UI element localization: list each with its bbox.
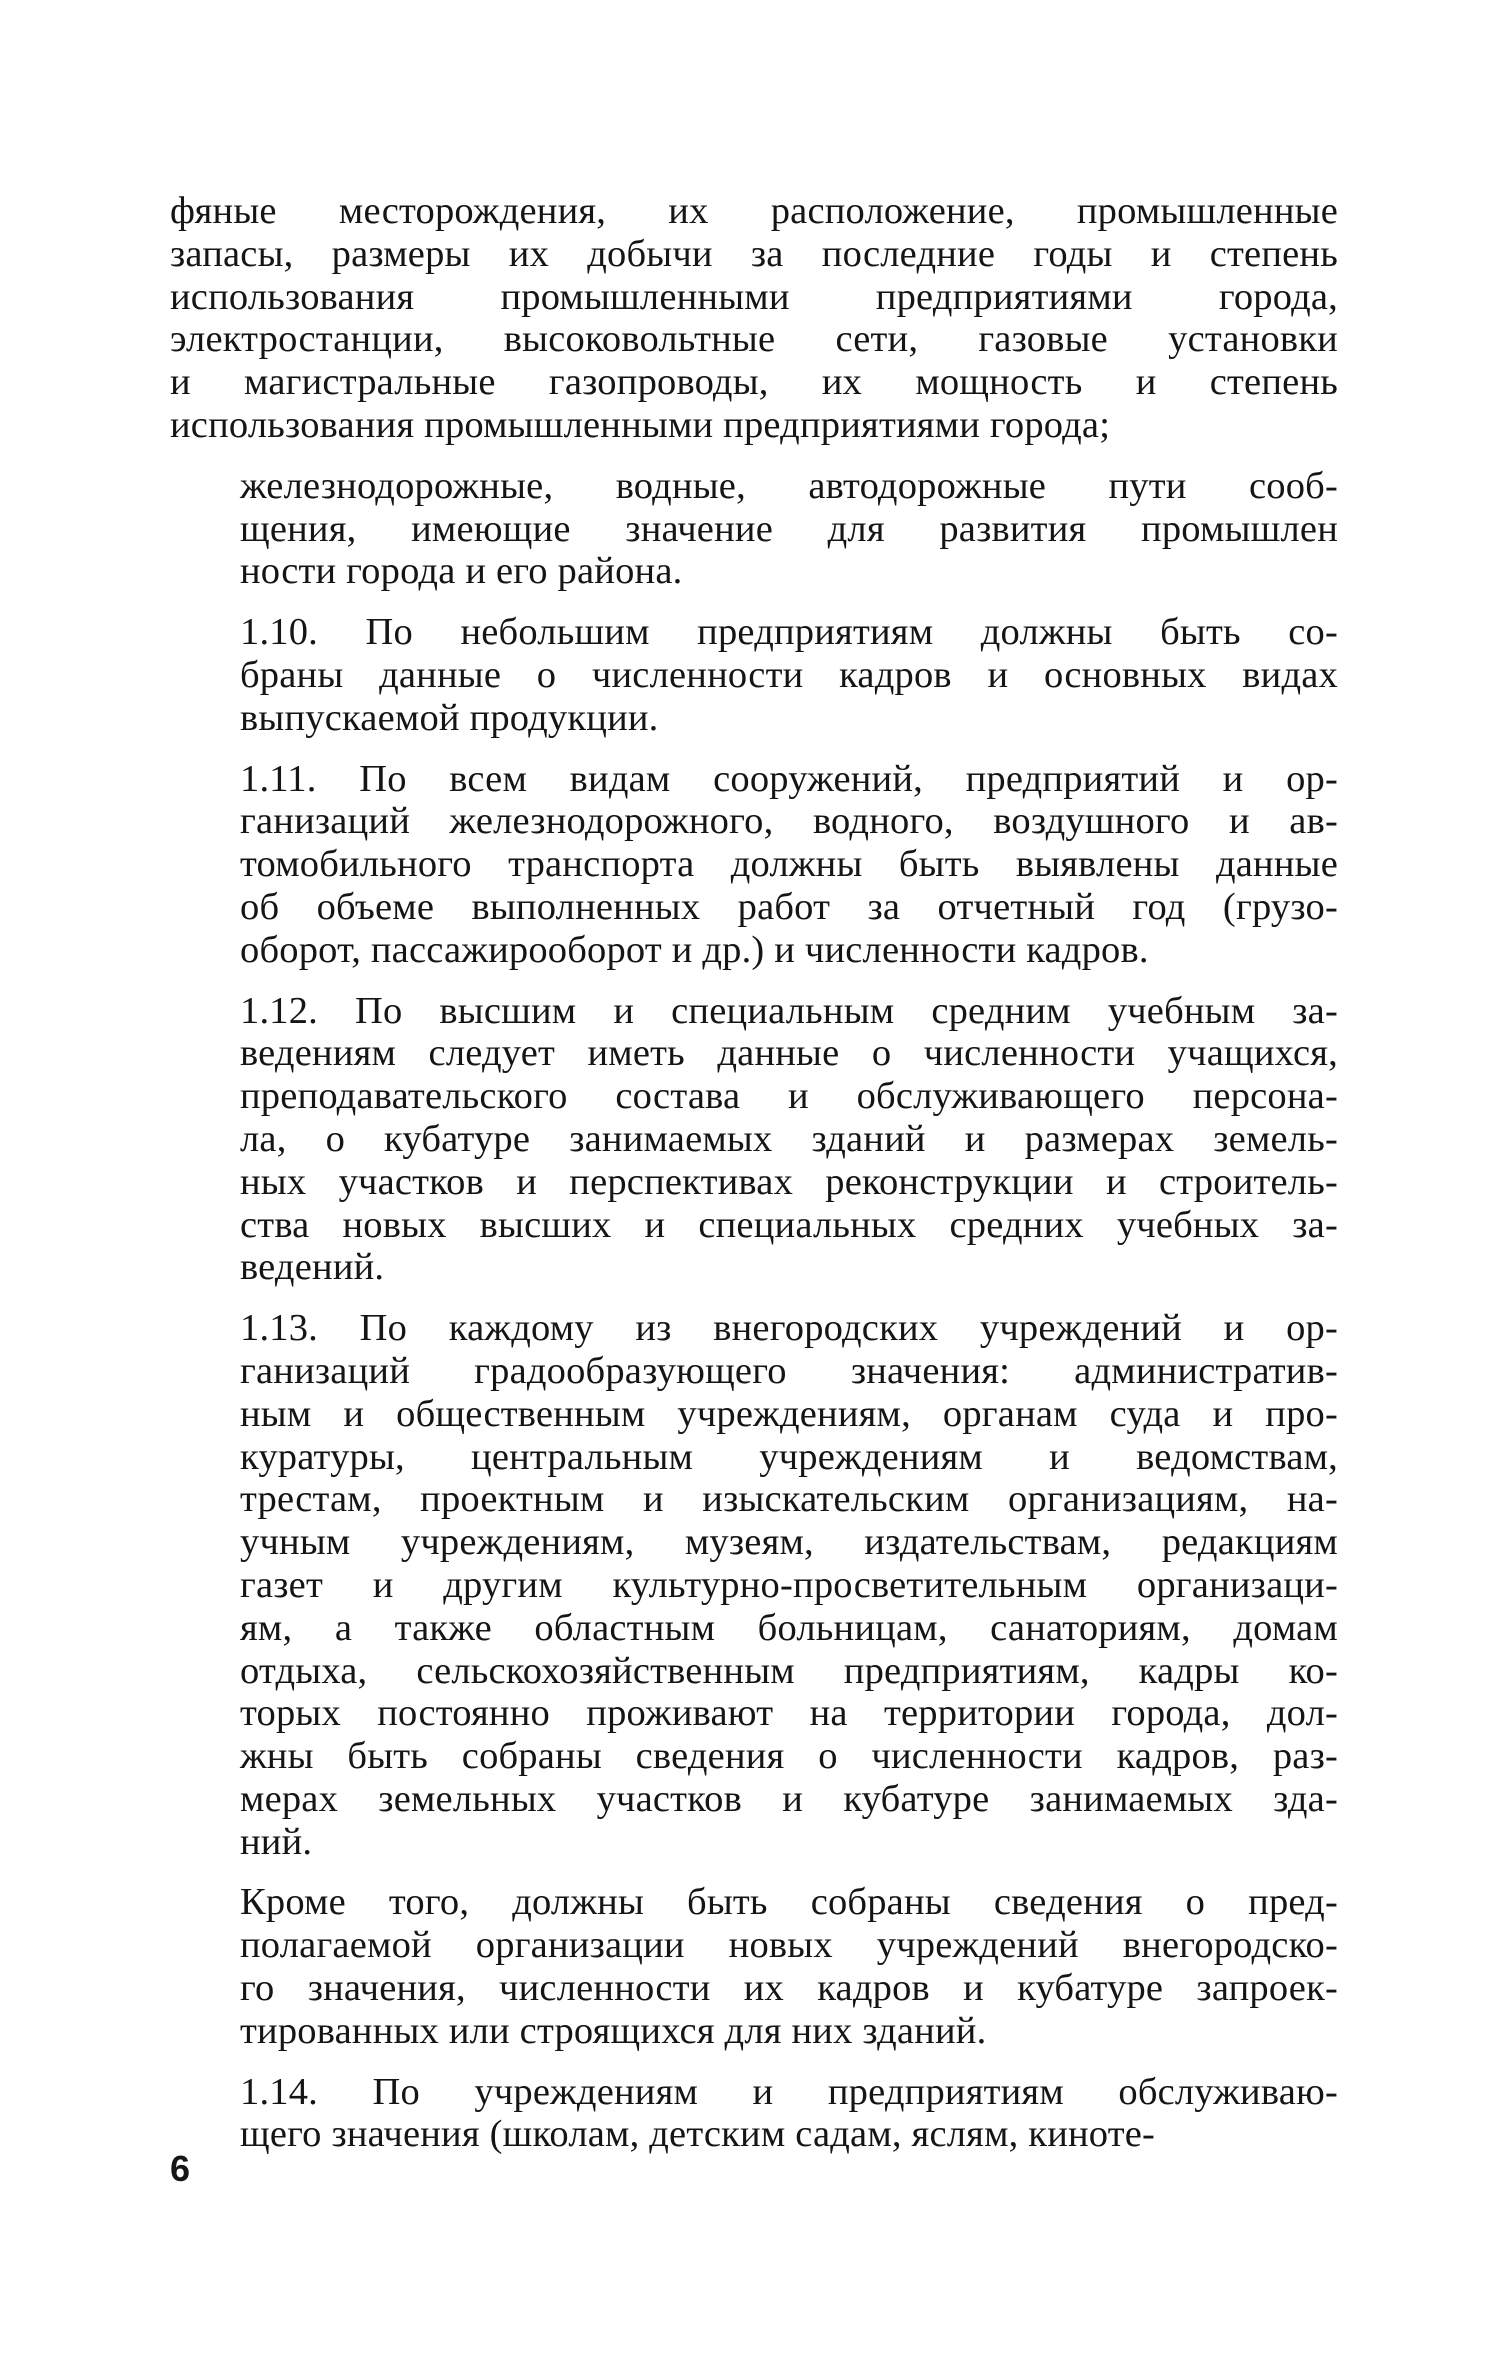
- page-number: 6: [170, 2148, 191, 2189]
- text-line: учным учреждениям, музеям, издательствам, редакциям: [240, 1521, 1338, 1564]
- paragraph: [170, 190, 1338, 447]
- text-line: ведений.: [240, 1246, 385, 1289]
- text-line: щего значения (школам, детским садам, яслям, киноте-: [240, 2113, 1156, 2156]
- text-line: 1.10. По небольшим предприятиям должны быть со-: [240, 611, 1338, 654]
- paragraph: [170, 1881, 1338, 2052]
- text-line: ганизаций градообразующего значения: административ-: [240, 1349, 1338, 1392]
- text-line: железнодорожные, водные, автодорожные пути сооб-: [240, 464, 1338, 507]
- text-line: использования промышленными предприятиями города,: [170, 275, 1338, 318]
- text-line: ганизаций железнодорожного, водного, воздушного и ав-: [240, 800, 1338, 843]
- text-line: браны данные о численности кадров и основных видах: [240, 653, 1338, 696]
- text-line: ных участков и перспективах реконструкции и строитель-: [240, 1160, 1338, 1203]
- paragraph: [170, 758, 1338, 972]
- text-line: ла, о кубатуре занимаемых зданий и размерах земель-: [240, 1117, 1338, 1160]
- text-line: куратуры, центральным учреждениям и ведомствам,: [240, 1435, 1338, 1478]
- text-line: 1.11. По всем видам сооружений, предприятий и ор-: [240, 757, 1338, 800]
- text-line: торых постоянно проживают на территории города, дол-: [240, 1692, 1338, 1735]
- paragraph: [170, 990, 1338, 1290]
- text-line: мерах земельных участков и кубатуре занимаемых зда-: [240, 1777, 1338, 1820]
- text-line: ности города и его района.: [240, 550, 683, 593]
- text-line: об объеме выполненных работ за отчетный год (грузо-: [240, 885, 1338, 928]
- paragraph: [170, 465, 1338, 593]
- text-line: го значения, численности их кадров и кубатуре запроек-: [240, 1967, 1338, 2010]
- text-line: ний.: [240, 1820, 313, 1863]
- text-line: и магистральные газопроводы, их мощность и степень: [170, 361, 1338, 404]
- text-line: ведениям следует иметь данные о численности учащихся,: [240, 1032, 1338, 1075]
- text-line: ям, а также областным больницам, санаториям, домам: [240, 1606, 1338, 1649]
- text-line: ным и общественным учреждениям, органам суда и про-: [240, 1392, 1338, 1435]
- text-line: щения, имеющие значение для развития промышлен: [240, 507, 1338, 550]
- page-body: [170, 190, 1338, 2174]
- text-line: полагаемой организации новых учреждений внегородско-: [240, 1924, 1338, 1967]
- text-line: преподавательского состава и обслуживающего персона-: [240, 1075, 1338, 1118]
- text-line: 1.14. По учреждениям и предприятиям обслуживаю-: [240, 2070, 1338, 2113]
- text-line: отдыха, сельскохозяйственным предприятиям, кадры ко-: [240, 1649, 1338, 1692]
- text-line: 1.12. По высшим и специальным средним учебным за-: [240, 989, 1338, 1032]
- text-line: оборот, пассажирооборот и др.) и численности кадров.: [240, 928, 1149, 971]
- text-line: выпускаемой продукции.: [240, 696, 659, 739]
- paragraph: [170, 2071, 1338, 2157]
- text-line: жны быть собраны сведения о численности кадров, раз-: [240, 1735, 1338, 1778]
- text-line: ства новых высших и специальных средних учебных за-: [240, 1203, 1338, 1246]
- text-line: использования промышленными предприятиями города;: [170, 403, 1111, 446]
- text-line: 1.13. По каждому из внегородских учреждений и ор-: [240, 1307, 1338, 1350]
- text-line: томобильного транспорта должны быть выявлены данные: [240, 843, 1338, 886]
- paragraph: [170, 1307, 1338, 1863]
- text-line: газет и другим культурно-просветительным организаци-: [240, 1563, 1338, 1606]
- text-line: электростанции, высоковольтные сети, газовые установки: [170, 318, 1338, 361]
- text-line: Кроме того, должны быть собраны сведения о пред-: [240, 1881, 1338, 1924]
- text-line: тированных или строящихся для них зданий.: [240, 2009, 987, 2052]
- text-line: запасы, размеры их добычи за последние годы и степень: [170, 232, 1338, 275]
- text-line: фяные месторождения, их расположение, промышленные: [170, 190, 1338, 232]
- paragraph: [170, 611, 1338, 739]
- text-line: трестам, проектным и изыскательским организациям, на-: [240, 1478, 1338, 1521]
